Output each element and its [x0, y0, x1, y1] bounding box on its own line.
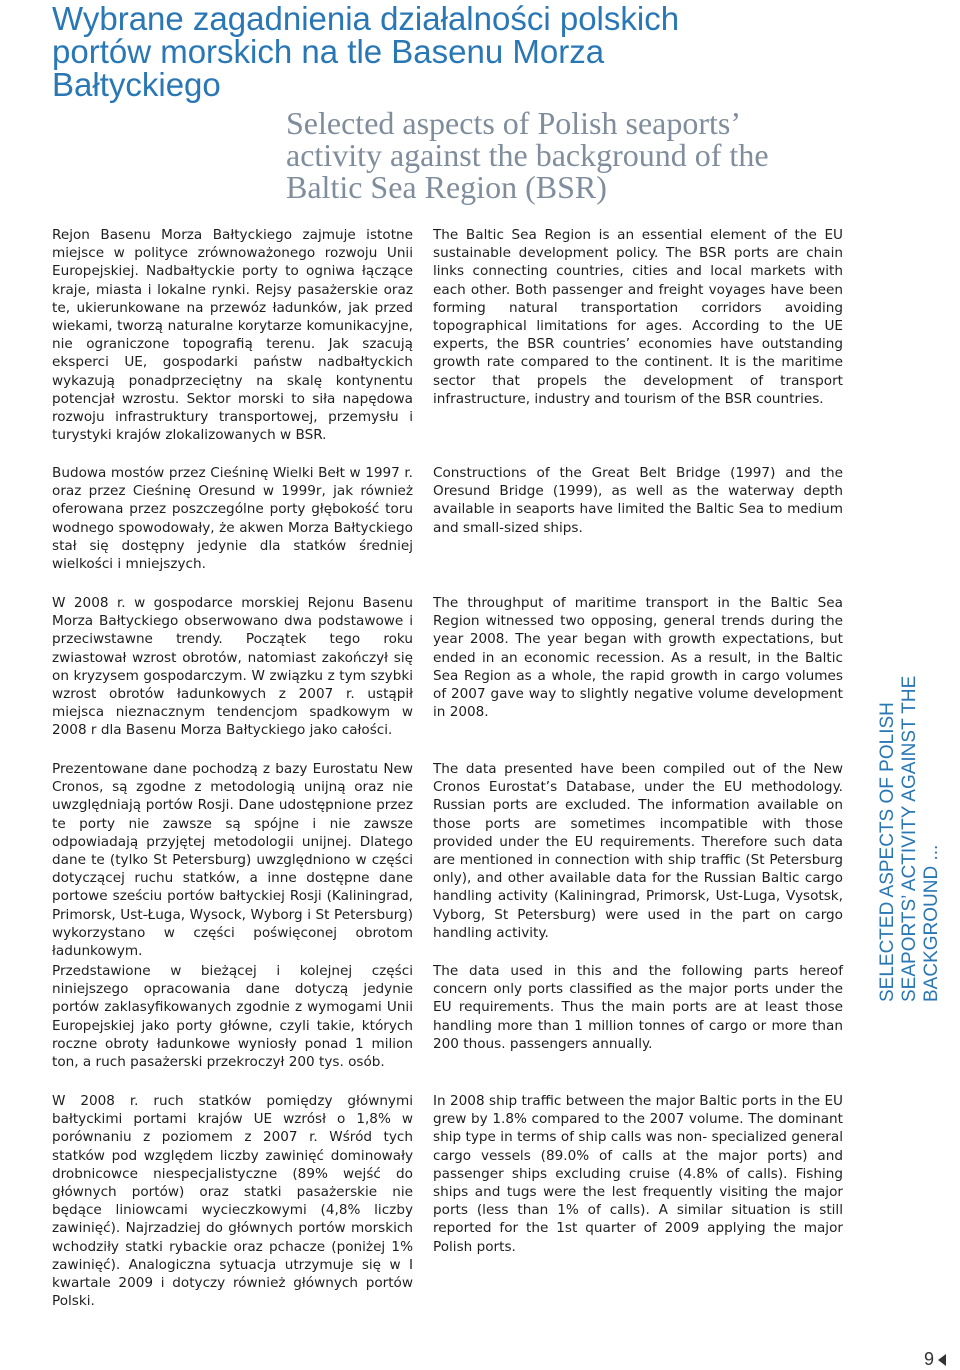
paragraph-en-5: The data used in this and the following parts hereof concern only ports classified as the major ports under the EU requirements. Thus the main ports are at least those handling more than 1 million tonnes of cargo or more than 200 thous. passengers annually.: [433, 963, 843, 1052]
side-running-title: [861, 672, 957, 1002]
paragraph-pl-4: Prezentowane dane pochodzą z bazy Eurostatu New Cronos, są zgodne z metodologią unijną oraz nie uwzględniają portów Rosji. Dane udostępnione przez te porty nie zawsze są spójne i nie zawsze odpowiadają przyjętej metodologii unijnej. Dlatego dane te (tylko St Petersburg) uwzględniono w części dotyczącej ruchu statków, a inne dostępne dane portowe sześciu portów bałtyckiej Rosji (Kaliningrad, Primorsk, Ust-Ługa, Wysock, Wyborg i St Petersburg) wykorzystano w części poświęconej obrotom ładunkowym.: [52, 761, 413, 960]
paragraph-pl-5: Przedstawione w bieżącej i kolejnej części niniejszego opracowania dane dotyczą jedynie portów zaklasyfikowanych zgodnie z wymogami Unii Europejskiej jako porty główne, czyli takie, których roczne obroty ładunkowe wyniosły ponad 1 milion ton, a ruch pasażerski przekroczył 200 tys. osób.: [52, 963, 413, 1071]
title-english: Selected aspects of Polish seaports’ activity against the background of the Baltic Sea Region (BSR): [286, 105, 769, 205]
paragraph-en-6: In 2008 ship traffic between the major Baltic ports in the EU grew by 1.8% compared to the 2007 volume. The dominant ship type in terms of ship calls was non- specialized general cargo vessels (89.0% of calls at the major ports) and passenger ships excluding cruise (4.8% of calls). Fishing ships and tugs were the lest frequently visiting the major ports (less than 1% of calls). A similar situation is still reported for the 1st quarter of 2009 applying the major Polish ports.: [433, 1093, 843, 1255]
paragraph-en-3: The throughput of maritime transport in the Baltic Sea Region witnessed two opposing, general trends during the year 2008. The year began with growth expectations, but ended in an economic recession. As a result, in the Baltic Sea Region as a whole, the rapid growth in cargo volumes of 2007 gave way to slightly negative volume development in 2008.: [433, 595, 843, 721]
polish-column: [52, 226, 413, 1310]
paragraph-pl-1: Rejon Basenu Morza Bałtyckiego zajmuje istotne miejsce w polityce zrównoważonego rozwoju Unii Europejskiej. Nadbałtyckie porty to ogniwa łączące kraje, miasta i lokalne rynki. Rejsy pasażerskie oraz te, ukierunkowane na przewóz ładunków, jak przed wiekami, tworzą naturalne korytarze komunikacyjne, nie ograniczone topografią terenu. Jak szacują eksperci UE, gospodarki państw nadbałtyckich wykazują ponadprzeciętny na skalę kontynentu potencjał wzrostu. Sektor morski to siła napędowa rozwoju infrastruktury transportowej, przemysłu i turystyki krajów zlokalizowanych w BSR.: [52, 227, 413, 444]
paragraph-en-2: Constructions of the Great Belt Bridge (1997) and the Oresund Bridge (1999), as well as the waterway depth available in seaports have limited the Baltic Sea to medium and small-sized ships.: [433, 465, 843, 536]
title-polish: Wybrane zagadnienia działalności polskich portów morskich na tle Basenu Morza Bałtyckiego: [52, 0, 680, 103]
page-footer: [924, 1349, 946, 1370]
paragraph-pl-2: Budowa mostów przez Cieśninę Wielki Bełt w 1997 r. oraz przez Cieśninę Oresund w 1999r, jak również oferowana przez poszczególne porty głębokość toru wodnego spowodowały, że akwen Morza Bałtyckiego stał się dostępny jedynie dla statków średniej wielkości i mniejszych.: [52, 465, 413, 573]
paragraph-pl-6: W 2008 r. ruch statków pomiędzy głównymi bałtyckimi portami krajów UE wzrósł o 1,8% w porównaniu z poziomem z 2007 r. Wśród tych statków pod względem liczby zawinięć dominowały drobnicowce niespecjalistyczne (89% wejść do głównych portów) oraz statki pasażerskie nie będące liniowcami wycieczkowymi (4,8% liczby zawinięć). Najrzadziej do głównych portów morskich wchodziły statki rybackie oraz pchacze (poniżej 1% zawinięć). Analogiczna sytuacja utrzymuje się w I kwartale 2009 i dotyczy również głównych portów Polski.: [52, 1093, 413, 1310]
page-number: 9: [923, 1349, 934, 1369]
left-arrow-icon: [938, 1354, 946, 1366]
english-column: [433, 226, 843, 1256]
paragraph-pl-3: W 2008 r. w gospodarce morskiej Rejonu Basenu Morza Bałtyckiego obserwowano dwa podstawowe i przeciwstawne trendy. Początek tego roku zwiastował wzrost obrotów, natomiast zakończył się on kryzysem gospodarczym. W związku z tym szybki wzrost obrotów ładunkowych z 2007 r. ustąpił miejsca nieznacznym tendencjom spadkowym w 2008 r dla Basenu Morza Bałtyckiego jako całości.: [52, 595, 413, 739]
paragraph-en-4: The data presented have been compiled out of the New Cronos Eurostat’s Database, under the EU methodology. Russian ports are excluded. The information available on those ports are sometimes incompatible with those provided under the EU requirements. Therefore such data are mentioned in connection with ship traffic (St Petersburg only), and other available data for the Russian Baltic cargo handling activity (Kaliningrad, Primorsk, Ust-Luga, Vysotsk, Vyborg, St Petersburg) were used in the part on cargo handling activity.: [433, 761, 843, 941]
paragraph-en-1: The Baltic Sea Region is an essential element of the EU sustainable development policy. The BSR ports are chain links connecting countries, cities and local markets with each other. Both passenger and freight voyages have been forming natural transportation corridors avoiding topographical limitations for ages. According to the UE experts, the BSR countries’ economies have outstanding growth rate compared to the continent. It is the maritime sector that propels the development of transport infrastructure, industry and tourism of the BSR countries.: [433, 227, 843, 407]
side-running-title-text: SELECTED ASPECTS OF POLISH SEAPORTS’ ACTIVITY AGAINST THE BACKGROUND ...: [877, 675, 942, 1002]
